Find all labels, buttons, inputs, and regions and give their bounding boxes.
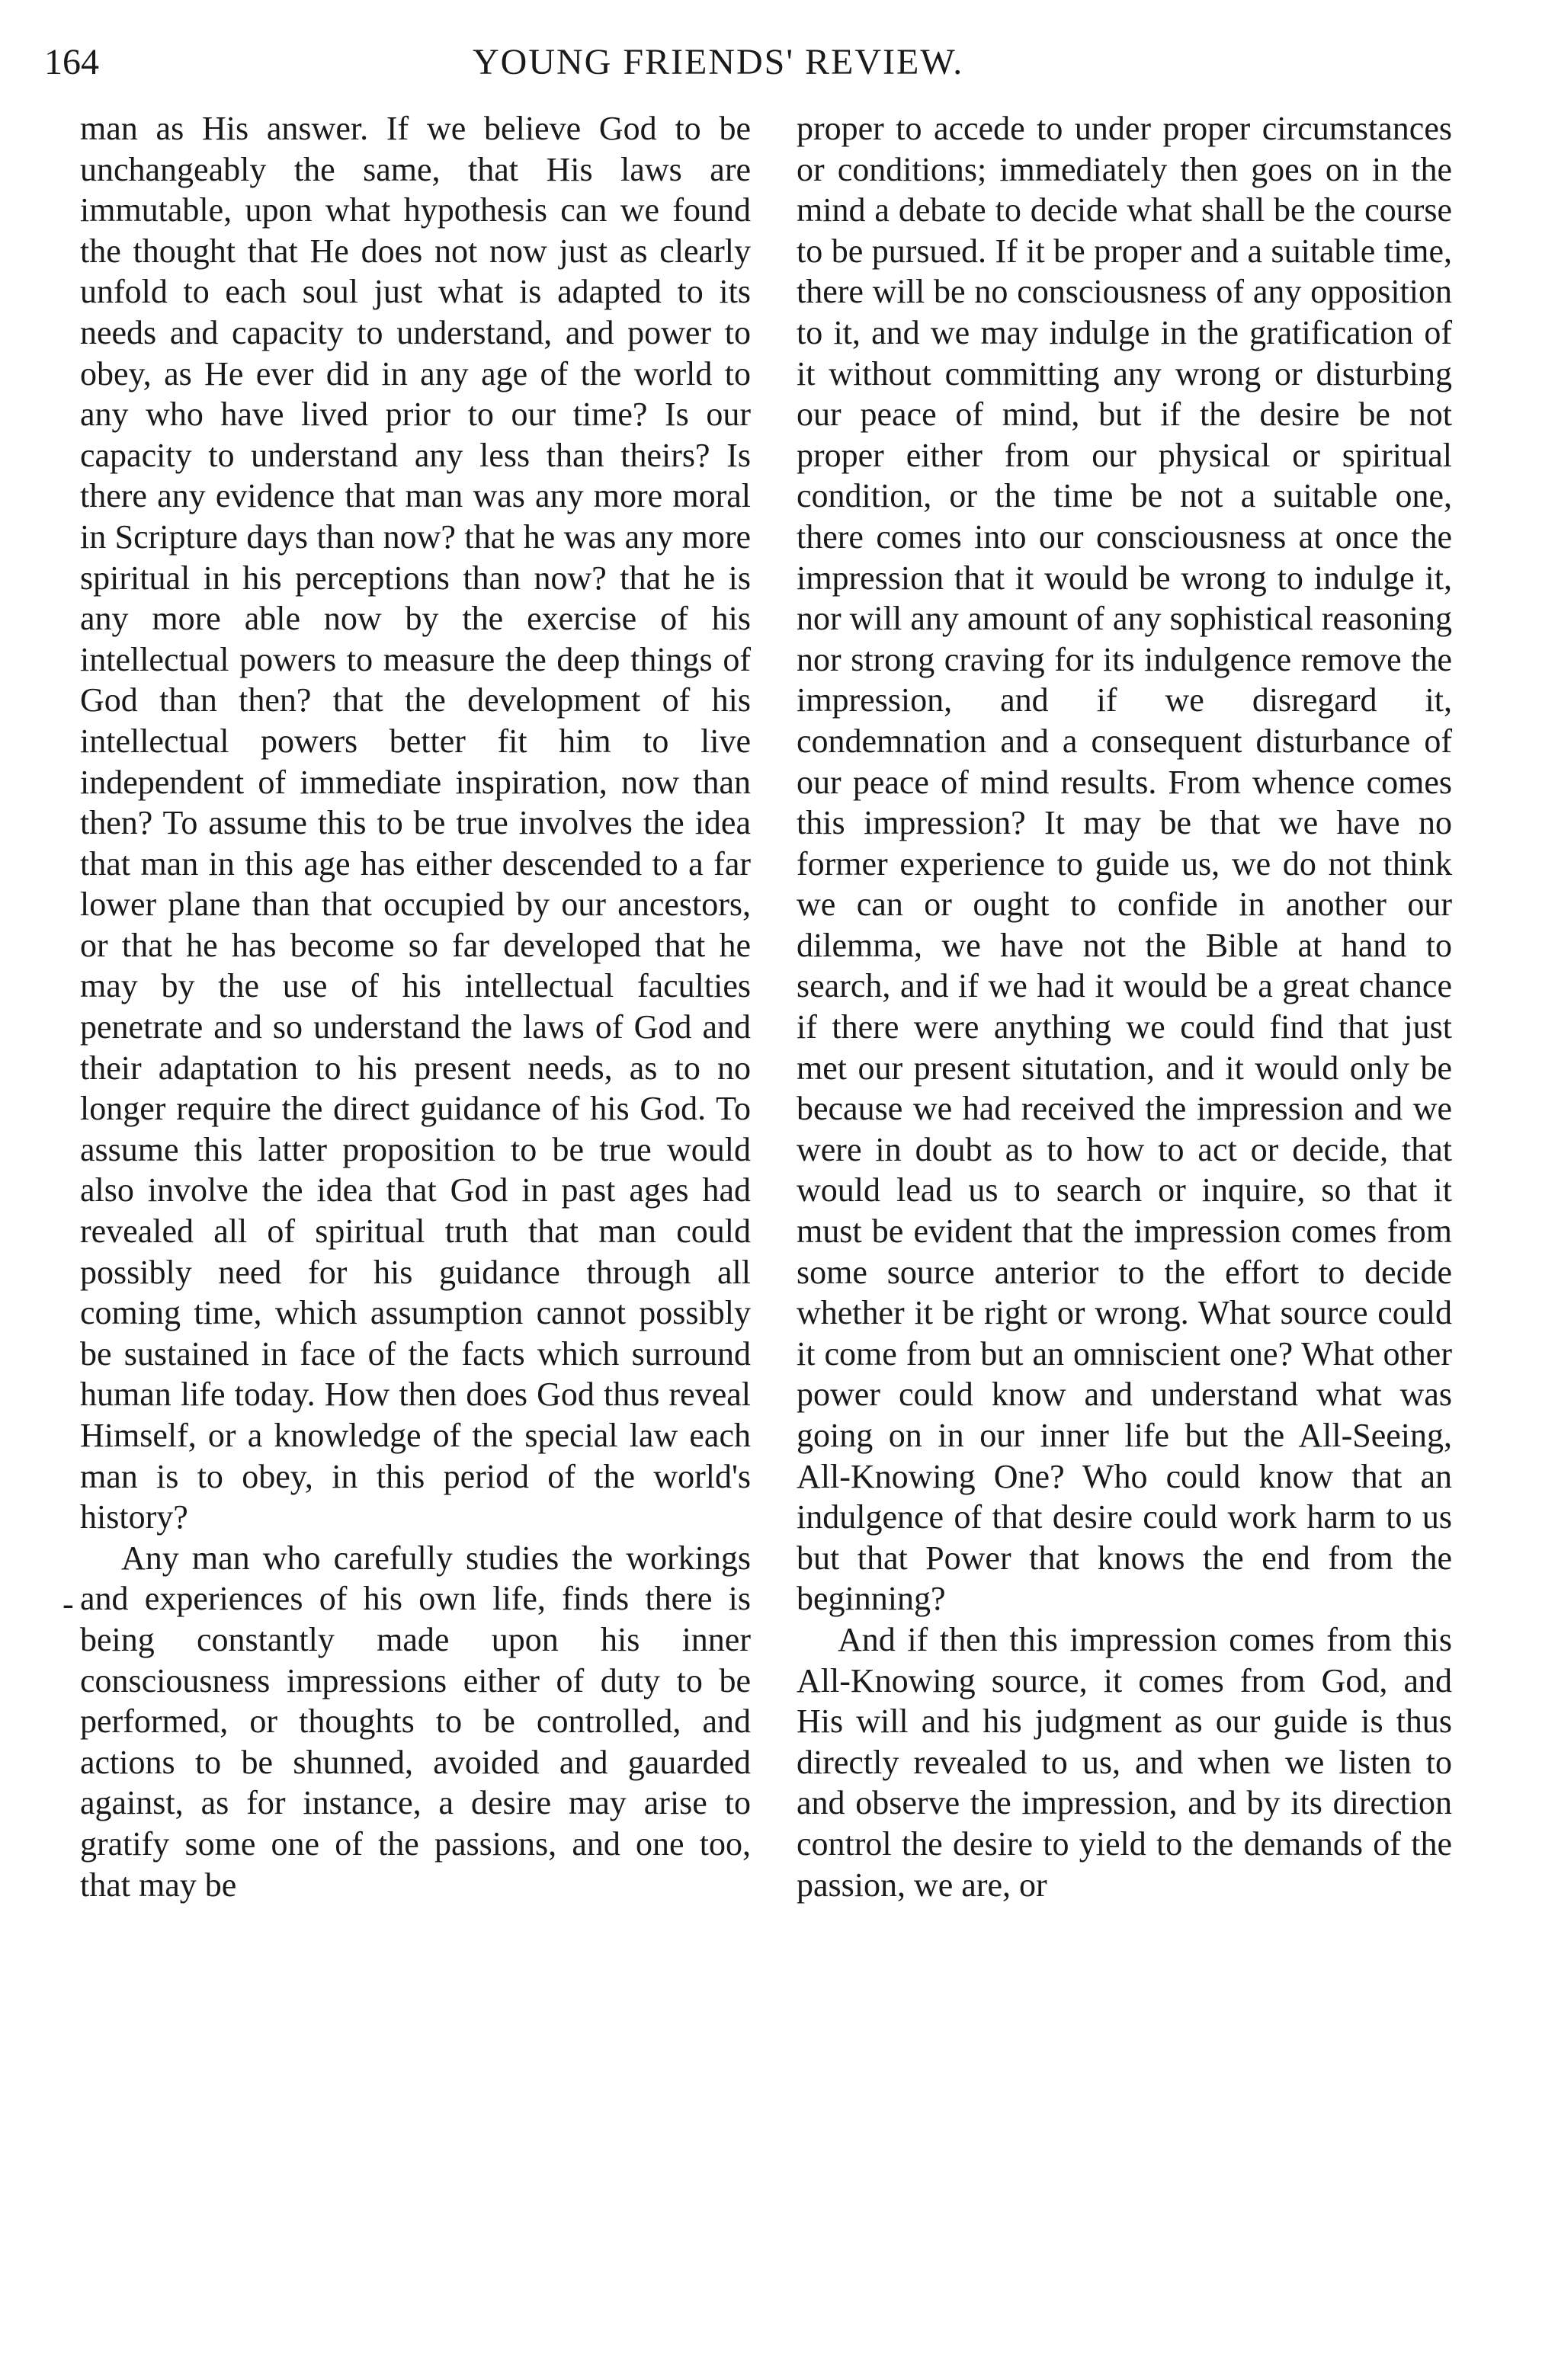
margin-mark: - bbox=[63, 1585, 74, 1622]
right-paragraph-2: And if then this impression comes from this All-Knowing source, it comes from God, and His will and his judgment as our guide is thus directly revealed to us, and when we listen to and observe the impression, and by its direction control the desire to yield to the demands of the passion, we are, or bbox=[797, 1620, 1452, 1904]
right-paragraph-1: proper to accede to under proper circumstances or conditions; immediately then goes on in the mind a debate to decide what shall be the course to be pursued. If it be proper and a suitable time, there will be no consciousness of any opposition to it, and we may indulge in the gratification of it without committing any wrong or disturbing our peace of mind, but if the desire be not proper either from our physical or spiritual condition, or the time be not a suitable one, there comes into our consciousness at once the impression that it would be wrong to indulge it, nor will any amount of any sophistical reasoning nor strong craving for its indulgence remove the impression, and if we disregard it, condemnation and a consequent disturbance of our peace of mind results. From whence comes this impression? It may be that we have no former experience to guide us, we do not think we can or ought to confide in another our dilemma, we have not the Bible at hand to search, and if we had it would be a great chance if there were anything we could find that just met our present situtation, and it would only be because we had received the impression and we were in doubt as to how to act or decide, that would lead us to search or inquire, so that it must be evident that the impression comes from some source anterior to the effort to decide whether it be right or wrong. What source could it come from but an omniscient one? What other power could know and understand what was going on in our inner life but the All-Seeing, All-Knowing One? Who could know that an indulgence of that desire could work harm to us but that Power that knows the end from the beginning? bbox=[797, 110, 1452, 1618]
right-column bbox=[797, 108, 1452, 1905]
left-paragraph-1: man as His answer. If we believe God to be unchangeably the same, that His laws are immutable, upon what hypothesis can we found the thought that He does not now just as clearly unfold to each soul just what is adapted to its needs and capacity to understand, and power to obey, as He ever did in any age of the world to any who have lived prior to our time? Is our capacity to understand any less than theirs? Is there any evidence that man was any more moral in Scripture days than now? that he was any more spiritual in his perceptions than now? that he is any more able now by the exercise of his intellectual powers to measure the deep things of God than then? that the development of his intellectual powers better fit him to live independent of immediate inspiration, now than then? To assume this to be true involves the idea that man in this age has either descended to a far lower plane than that occupied by our ancestors, or that he has become so far developed that he may by the use of his intellectual faculties penetrate and so understand the laws of God and their adaptation to his present needs, as to no longer require the direct guidance of his God. To assume this latter proposition to be true would also involve the idea that God in past ages had revealed all of spiritual truth that man could possibly need for his guidance through all coming time, which assumption cannot possibly be sustained in face of the facts which surround human life today. How then does God thus reveal Himself, or a knowledge of the special law each man is to obey, in this period of the world's history? bbox=[80, 110, 751, 1536]
left-column bbox=[80, 108, 751, 1905]
page-number: 164 bbox=[44, 42, 99, 82]
left-paragraph-2: Any man who carefully studies the workings and experiences of his own life, finds there is being constantly made upon his inner consciousness impressions either of duty to be performed, or thoughts to be controlled, and actions to be shunned, avoided and gauarded against, as for instance, a desire may arise to gratify some one of the passions, and one too, that may be bbox=[80, 1539, 751, 1904]
running-head-title: YOUNG FRIENDS' REVIEW. bbox=[473, 42, 964, 82]
